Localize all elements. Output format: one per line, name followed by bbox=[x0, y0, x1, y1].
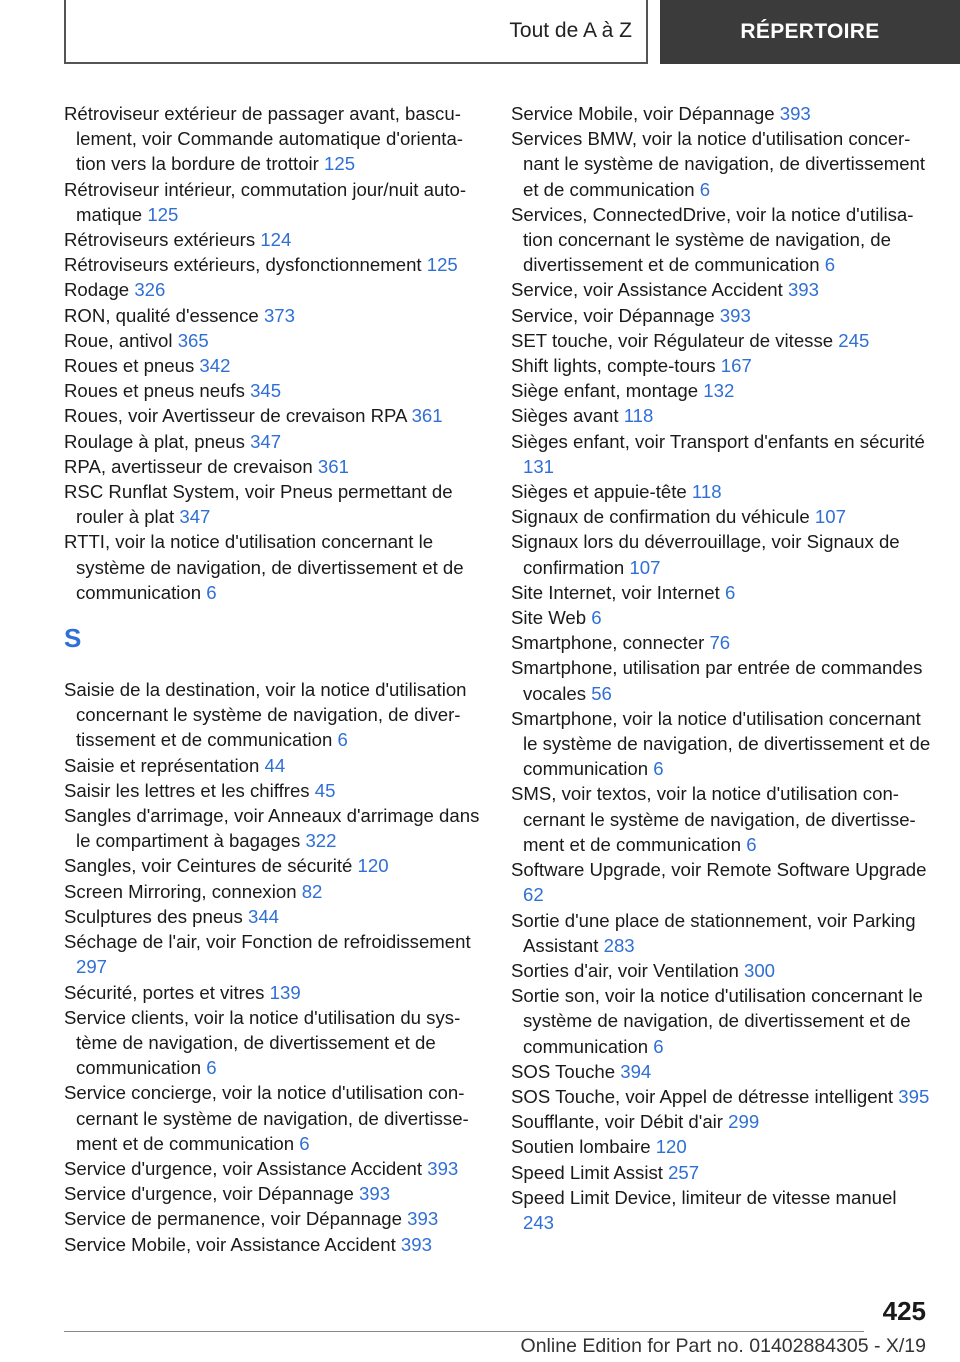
index-page-link[interactable]: 393 bbox=[787, 279, 819, 301]
index-entry bbox=[511, 1059, 931, 1084]
index-entry-text: Services, ConnectedDrive, voir la notice d'utilisation concernant le système de navigation, de divertissement et de communication bbox=[511, 203, 914, 276]
index-entry bbox=[511, 580, 931, 605]
index-page-link[interactable]: 245 bbox=[838, 329, 870, 351]
index-page-link[interactable]: 139 bbox=[269, 981, 301, 1003]
index-entry-text: Smartphone, utilisation par entrée de commandes vocales bbox=[511, 657, 923, 704]
index-entry-text: Sangles, voir Ceintures de sécurité bbox=[64, 855, 353, 877]
index-page-link[interactable]: 131 bbox=[523, 455, 555, 477]
index-entry bbox=[64, 529, 484, 605]
index-page-link[interactable]: 322 bbox=[305, 830, 337, 852]
index-page-link[interactable]: 342 bbox=[199, 355, 231, 377]
index-entry bbox=[64, 980, 484, 1005]
index-page-link[interactable]: 120 bbox=[357, 855, 389, 877]
index-page-link[interactable]: 124 bbox=[260, 229, 292, 251]
index-entry-text: Site Web bbox=[511, 607, 587, 629]
index-page-link[interactable]: 283 bbox=[603, 934, 635, 956]
index-page-link[interactable]: 243 bbox=[523, 1211, 555, 1233]
index-entry-text: Service, voir Assistance Accident bbox=[511, 279, 783, 301]
index-entry-text: Sorties d'air, voir Ventilation bbox=[511, 959, 739, 981]
index-entry-text: Siège enfant, montage bbox=[511, 380, 699, 402]
index-entry-text: SOS Touche, voir Appel de détresse intelligent bbox=[511, 1085, 894, 1107]
index-page-link[interactable]: 394 bbox=[620, 1060, 652, 1082]
index-page-link[interactable]: 6 bbox=[591, 607, 602, 629]
index-entry bbox=[511, 202, 931, 278]
index-entry-text: Screen Mirroring, connexion bbox=[64, 880, 297, 902]
index-page-link[interactable]: 118 bbox=[623, 405, 654, 427]
index-entry-text: Sièges et appuie-tête bbox=[511, 481, 687, 503]
index-entry-text: Rétroviseurs extérieurs bbox=[64, 229, 256, 251]
index-entry-text: Saisie et représentation bbox=[64, 754, 260, 776]
index-entry-text: Service d'urgence, voir Dépannage bbox=[64, 1183, 354, 1205]
index-entry bbox=[511, 101, 931, 126]
index-entry-text: Service de permanence, voir Dépannage bbox=[64, 1208, 402, 1230]
index-page-link[interactable]: 373 bbox=[263, 304, 295, 326]
index-entry-text: RTTI, voir la notice d'utilisation concernant le système de navigation, de divertissement et de communication bbox=[64, 531, 464, 603]
index-page-link[interactable]: 345 bbox=[250, 380, 282, 402]
index-entry bbox=[511, 403, 931, 428]
index-entry bbox=[511, 303, 931, 328]
index-page-link[interactable]: 125 bbox=[147, 203, 179, 225]
index-entry-text: Roues et pneus bbox=[64, 355, 195, 377]
section-letter-s: S bbox=[64, 623, 82, 654]
index-entry-text: Service Mobile, voir Assistance Accident bbox=[64, 1233, 396, 1255]
index-entry bbox=[511, 378, 931, 403]
index-page-link[interactable]: 107 bbox=[814, 506, 846, 528]
index-entry-text: Service clients, voir la notice d'utilisation du système de navigation, de divertissement et de communication bbox=[64, 1006, 461, 1079]
index-entry-text: Rétroviseur extérieur de passager avant, basculement, voir Commande automatique d'orientation vers la bordure de trottoir bbox=[64, 103, 463, 175]
index-page-link[interactable]: 6 bbox=[206, 581, 217, 603]
index-entry bbox=[64, 177, 484, 227]
header-section-title-box bbox=[64, 0, 648, 64]
index-entry-text: RON, qualité d'essence bbox=[64, 304, 259, 326]
index-page-link[interactable]: 326 bbox=[134, 279, 166, 301]
index-entry-text: Service d'urgence, voir Assistance Accident bbox=[64, 1157, 423, 1179]
index-entry bbox=[511, 706, 931, 782]
index-page-link[interactable]: 6 bbox=[337, 729, 348, 751]
index-entry bbox=[64, 252, 484, 277]
index-entry bbox=[511, 353, 931, 378]
index-entry-text: Speed Limit Assist bbox=[511, 1161, 663, 1183]
index-page-link[interactable]: 393 bbox=[779, 103, 811, 124]
index-page-link[interactable]: 167 bbox=[720, 355, 752, 377]
index-entry-text: Rétroviseurs extérieurs, dysfonctionnement bbox=[64, 254, 422, 276]
index-entry bbox=[64, 1232, 484, 1257]
index-entry bbox=[511, 1160, 931, 1185]
index-page-link[interactable]: 393 bbox=[427, 1157, 459, 1179]
index-page-link[interactable]: 365 bbox=[177, 329, 209, 351]
index-entry bbox=[64, 378, 484, 403]
index-page-link[interactable]: 6 bbox=[746, 833, 757, 855]
index-entry bbox=[64, 1156, 484, 1181]
index-page-link[interactable]: 299 bbox=[728, 1111, 760, 1133]
index-entry bbox=[511, 857, 931, 907]
index-entry bbox=[64, 1005, 484, 1081]
index-page-link[interactable]: 56 bbox=[591, 682, 612, 704]
index-entry-text: Service concierge, voir la notice d'utilisation concernant le système de navigation, de divertissement et de communication bbox=[64, 1082, 469, 1154]
index-entry-text: Signaux lors du déverrouillage, voir Signaux de confirmation bbox=[511, 531, 900, 578]
index-page-link[interactable]: 6 bbox=[206, 1057, 217, 1079]
index-page-link[interactable]: 125 bbox=[324, 153, 356, 175]
index-page-link[interactable]: 300 bbox=[744, 959, 776, 981]
index-page-link[interactable]: 347 bbox=[179, 506, 211, 528]
index-entry bbox=[64, 803, 484, 853]
page-number: 425 bbox=[882, 1296, 926, 1326]
index-entry-text: Shift lights, compte-tours bbox=[511, 355, 716, 377]
index-entry bbox=[511, 605, 931, 630]
index-page-link[interactable]: 132 bbox=[703, 380, 735, 402]
index-entry-text: Site Internet, voir Internet bbox=[511, 581, 720, 603]
index-group-r bbox=[64, 101, 484, 605]
index-entry bbox=[511, 630, 931, 655]
index-page-link[interactable]: 6 bbox=[299, 1132, 310, 1154]
index-entry-text: Soutien lombaire bbox=[511, 1136, 651, 1158]
index-entry bbox=[64, 1181, 484, 1206]
index-entry bbox=[511, 1109, 931, 1134]
index-entry-text: Sièges enfant, voir Transport d'enfants en sécurité bbox=[511, 430, 925, 452]
index-page-link[interactable]: 62 bbox=[523, 884, 544, 906]
index-entry bbox=[511, 429, 931, 479]
index-entry bbox=[511, 983, 931, 1059]
footer-divider bbox=[64, 1331, 864, 1332]
index-entry-text: Rétroviseur intérieur, commutation jour/nuit automatique bbox=[64, 178, 467, 225]
index-group-s-continued bbox=[511, 101, 931, 1235]
index-page-link[interactable]: 76 bbox=[709, 632, 731, 654]
index-entry bbox=[511, 1185, 931, 1235]
index-entry bbox=[511, 529, 931, 579]
index-entry bbox=[64, 778, 484, 803]
index-entry-text: Sortie d'une place de stationnement, voir Parking Assistant bbox=[511, 909, 916, 956]
header-chapter-tab bbox=[660, 0, 960, 64]
index-entry bbox=[511, 328, 931, 353]
index-entry bbox=[511, 504, 931, 529]
index-entry-text: Séchage de l'air, voir Fonction de refroidissement bbox=[64, 931, 471, 953]
index-page-link[interactable]: 120 bbox=[655, 1136, 687, 1158]
index-entry bbox=[64, 328, 484, 353]
index-entry-text: Sangles d'arrimage, voir Anneaux d'arrimage dans le compartiment à bagages bbox=[64, 805, 480, 852]
index-entry-text: Roues et pneus neufs bbox=[64, 380, 245, 402]
index-entry bbox=[64, 879, 484, 904]
index-entry-text: Sécurité, portes et vitres bbox=[64, 981, 265, 1003]
index-page-link[interactable]: 6 bbox=[724, 581, 736, 603]
index-page-link[interactable]: 361 bbox=[317, 455, 349, 477]
index-entry bbox=[511, 479, 931, 504]
index-entry-text: Smartphone, voir la notice d'utilisation concernant le système de navigation, de divertissement et de communication bbox=[511, 707, 931, 780]
index-entry bbox=[511, 277, 931, 302]
index-entry-text: Soufflante, voir Débit d'air bbox=[511, 1111, 723, 1133]
index-page-link[interactable]: 393 bbox=[400, 1233, 432, 1255]
index-entry bbox=[64, 353, 484, 378]
chapter-title: RÉPERTOIRE bbox=[740, 20, 880, 43]
index-entry bbox=[511, 1084, 931, 1109]
index-page-link[interactable]: 393 bbox=[719, 304, 751, 326]
index-column-right bbox=[511, 101, 931, 1235]
index-entry bbox=[511, 781, 931, 857]
index-entry-text: SMS, voir textos, voir la notice d'utilisation concernant le système de navigation, de divertissement et de communication bbox=[511, 783, 916, 855]
index-group-s bbox=[64, 677, 484, 1257]
index-page-link[interactable]: 118 bbox=[691, 481, 722, 503]
index-entry bbox=[511, 908, 931, 958]
index-entry-text: Signaux de confirmation du véhicule bbox=[511, 506, 810, 528]
index-entry bbox=[511, 126, 931, 202]
index-page-link[interactable]: 347 bbox=[250, 430, 282, 452]
index-page-link[interactable]: 361 bbox=[411, 405, 443, 427]
index-entry bbox=[64, 753, 484, 778]
index-entry-text: Rodage bbox=[64, 279, 130, 301]
index-entry-text: Roues, voir Avertisseur de crevaison RPA bbox=[64, 405, 407, 427]
index-entry bbox=[64, 277, 484, 302]
index-entry bbox=[64, 454, 484, 479]
section-title: Tout de A à Z bbox=[509, 19, 632, 42]
index-entry bbox=[64, 929, 484, 979]
index-page-link[interactable]: 44 bbox=[264, 754, 286, 776]
index-entry-text: Saisie de la destination, voir la notice d'utilisation concernant le système de navigation, de divertissement et de communication bbox=[64, 679, 467, 751]
index-entry bbox=[64, 101, 484, 177]
index-page-link[interactable]: 395 bbox=[898, 1085, 930, 1107]
index-entry-text: Smartphone, connecter bbox=[511, 632, 705, 654]
index-entry-text: RPA, avertisseur de crevaison bbox=[64, 455, 313, 477]
index-page-link[interactable]: 6 bbox=[699, 178, 711, 200]
index-page-link[interactable]: 297 bbox=[76, 956, 108, 978]
index-entry-text: Services BMW, voir la notice d'utilisation concernant le système de navigation, de divertissement et de communication bbox=[511, 128, 926, 200]
index-page-link[interactable]: 125 bbox=[426, 254, 458, 276]
index-entry bbox=[511, 1134, 931, 1159]
index-entry bbox=[511, 958, 931, 983]
index-page-link[interactable]: 257 bbox=[668, 1161, 700, 1183]
index-entry-text: Service, voir Dépannage bbox=[511, 304, 715, 326]
index-page-link[interactable]: 82 bbox=[301, 880, 323, 902]
index-page-link[interactable]: 107 bbox=[629, 556, 661, 578]
index-entry-text: Speed Limit Device, limiteur de vitesse manuel bbox=[511, 1186, 897, 1208]
index-entry-text: RSC Runflat System, voir Pneus permettant de rouler à plat bbox=[64, 481, 453, 528]
index-entry-text: SET touche, voir Régulateur de vitesse bbox=[511, 329, 834, 351]
index-entry-text: Service Mobile, voir Dépannage bbox=[511, 103, 775, 124]
index-entry-text: Sièges avant bbox=[511, 405, 619, 427]
index-entry-text: Roulage à plat, pneus bbox=[64, 430, 245, 452]
index-page-link[interactable]: 393 bbox=[359, 1183, 391, 1205]
index-entry bbox=[64, 403, 484, 428]
index-page-link[interactable]: 45 bbox=[314, 779, 336, 801]
index-entry bbox=[64, 1080, 484, 1156]
index-entry-text: Sculptures des pneus bbox=[64, 905, 243, 927]
index-page-link[interactable]: 344 bbox=[248, 905, 280, 927]
index-entry bbox=[64, 227, 484, 252]
index-entry-text: Software Upgrade, voir Remote Software Upgrade bbox=[511, 859, 927, 881]
index-entry bbox=[64, 429, 484, 454]
index-column-left bbox=[64, 101, 484, 1257]
index-entry-text: Sortie son, voir la notice d'utilisation concernant le système de navigation, de divertissement et de communication bbox=[511, 985, 923, 1057]
index-entry bbox=[64, 853, 484, 878]
index-page-link[interactable]: 6 bbox=[824, 254, 836, 276]
index-entry bbox=[64, 479, 484, 529]
index-entry bbox=[64, 303, 484, 328]
index-entry-text: Roue, antivol bbox=[64, 329, 173, 351]
index-entry-text: Saisir les lettres et les chiffres bbox=[64, 779, 310, 801]
index-page-link[interactable]: 393 bbox=[407, 1208, 439, 1230]
index-entry bbox=[64, 1206, 484, 1231]
index-page-link[interactable]: 6 bbox=[653, 758, 664, 780]
index-entry bbox=[511, 655, 931, 705]
footer-edition: Online Edition for Part no. 01402884305 - X/19 bbox=[520, 1335, 926, 1357]
index-page-link[interactable]: 6 bbox=[653, 1035, 664, 1057]
index-entry bbox=[64, 677, 484, 753]
index-entry-text: SOS Touche bbox=[511, 1060, 616, 1082]
index-entry bbox=[64, 904, 484, 929]
